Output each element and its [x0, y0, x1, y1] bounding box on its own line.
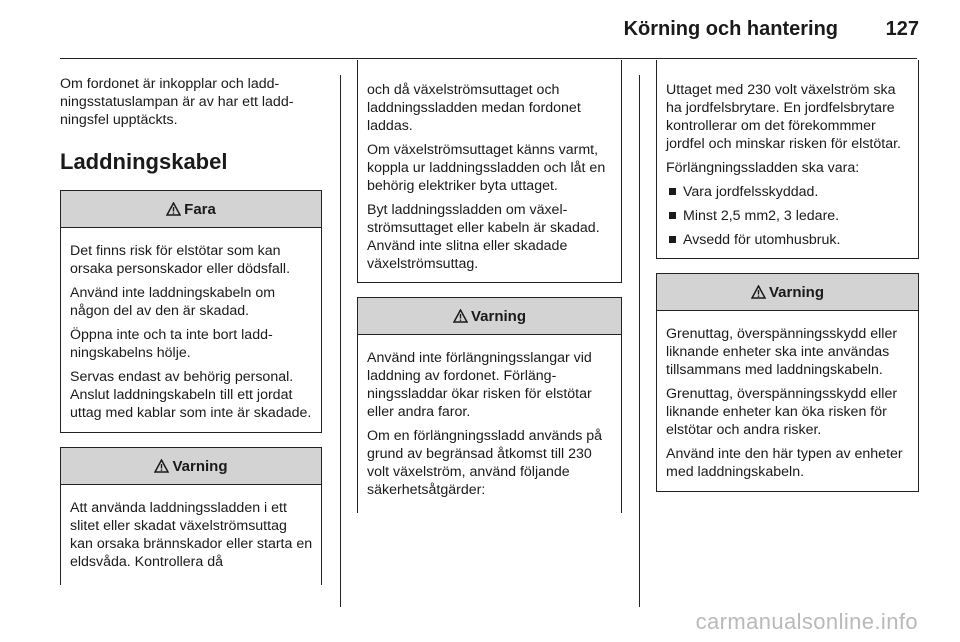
warning-triangle-icon	[154, 459, 169, 473]
warning-paragraph: Använd inte förlängningsslangar vid laddning av fordonet. Förlängningssladdar ökar risken för elstötar eller andra faror.	[367, 350, 592, 420]
body-paragraph: Förlängningssladden ska vara:	[666, 160, 860, 176]
warning-title: Varning	[470, 307, 526, 325]
warning-triangle-icon	[166, 202, 181, 216]
column-divider-right	[639, 75, 640, 607]
section-heading: Laddningskabel	[60, 149, 228, 174]
danger-paragraph: Öppna inte och ta inte bort laddningskabelns hölje.	[70, 327, 273, 361]
warning-box-continued	[656, 60, 919, 259]
warning-box-body	[657, 311, 918, 491]
watermark-text: carmanualsonline.info	[695, 609, 918, 634]
body-paragraph: Byt laddningssladden om växelströmsuttaget eller kabeln är skadad. Använd inte slitna eller skadade växelströmsuttag.	[367, 202, 600, 272]
warning-box-header	[61, 448, 321, 485]
column-2	[357, 60, 622, 513]
header-divider	[60, 58, 917, 59]
warning-title: Varning	[172, 457, 228, 475]
body-paragraph: Om växelströmsuttaget känns varmt, koppla ur laddningssladden och låt en behörig elektriker byta uttaget.	[367, 142, 606, 194]
intro-text: Om fordonet är inkopplar och laddningsstatuslampan är av har ett laddningsfel upptäckts.	[60, 76, 294, 128]
warning-box-continued	[357, 60, 622, 283]
warning-paragraph: Grenuttag, överspänningsskydd eller liknande enheter ska inte användas tillsammans med laddningskabeln.	[666, 326, 898, 378]
danger-paragraph: Det finns risk för elstötar som kan orsaka personskador eller dödsfall.	[70, 243, 291, 277]
warning-box-body	[358, 335, 621, 513]
list-item: Avsedd för utomhusbruk.	[666, 231, 912, 249]
column-divider-left	[340, 75, 341, 607]
warning-triangle-icon	[751, 285, 766, 299]
bullet-list	[666, 183, 912, 249]
column-3	[656, 60, 919, 492]
list-item: Minst 2,5 mm2, 3 ledare.	[666, 207, 912, 225]
warning-box-header	[358, 298, 621, 335]
danger-box-header	[61, 191, 321, 228]
section-title: Körning och hantering	[623, 18, 838, 40]
column-1	[60, 75, 322, 585]
danger-paragraph: Servas endast av behörig personal. Anslut laddningskabeln till ett jordat uttag med kablar som inte är skadade.	[70, 369, 312, 421]
warning-box-header	[657, 274, 918, 311]
list-item: Vara jordfelsskyddad.	[666, 183, 912, 201]
danger-paragraph: Använd inte laddningskabeln om någon del av den är skadad.	[70, 285, 276, 319]
warning-paragraph: Att använda laddningssladden i ett slitet eller skadat växelströmsuttag kan orsaka brännskador eller starta en eldsvåda. Kontrollera då	[70, 500, 313, 570]
warning-box-body	[61, 485, 321, 585]
page-number: 127	[885, 18, 919, 40]
warning-box	[357, 297, 622, 513]
danger-box	[60, 190, 322, 433]
warning-paragraph: Om en förlängningssladd används på grund av begränsad åtkomst till 230 volt växelström, använd följande säkerhetsåtgärder:	[367, 428, 603, 498]
warning-box	[60, 447, 322, 585]
warning-title: Varning	[768, 283, 824, 301]
warning-paragraph: Grenuttag, överspänningsskydd eller liknande enheter kan öka risken för elstötar och andra risker.	[666, 386, 898, 438]
warning-triangle-icon	[453, 309, 468, 323]
warning-paragraph: Använd inte den här typen av enheter med laddningskabeln.	[666, 446, 903, 480]
body-paragraph: Uttaget med 230 volt växelström ska ha jordfelsbrytare. En jordfelsbrytare kontrollerar om det förekommmer jordfel och minskar risken för elstötar.	[666, 82, 901, 152]
warning-box	[656, 273, 919, 492]
body-paragraph: och då växelströmsuttaget och laddningssladden medan fordonet laddas.	[367, 82, 581, 134]
danger-title: Fara	[184, 200, 216, 218]
danger-box-body	[61, 228, 321, 432]
